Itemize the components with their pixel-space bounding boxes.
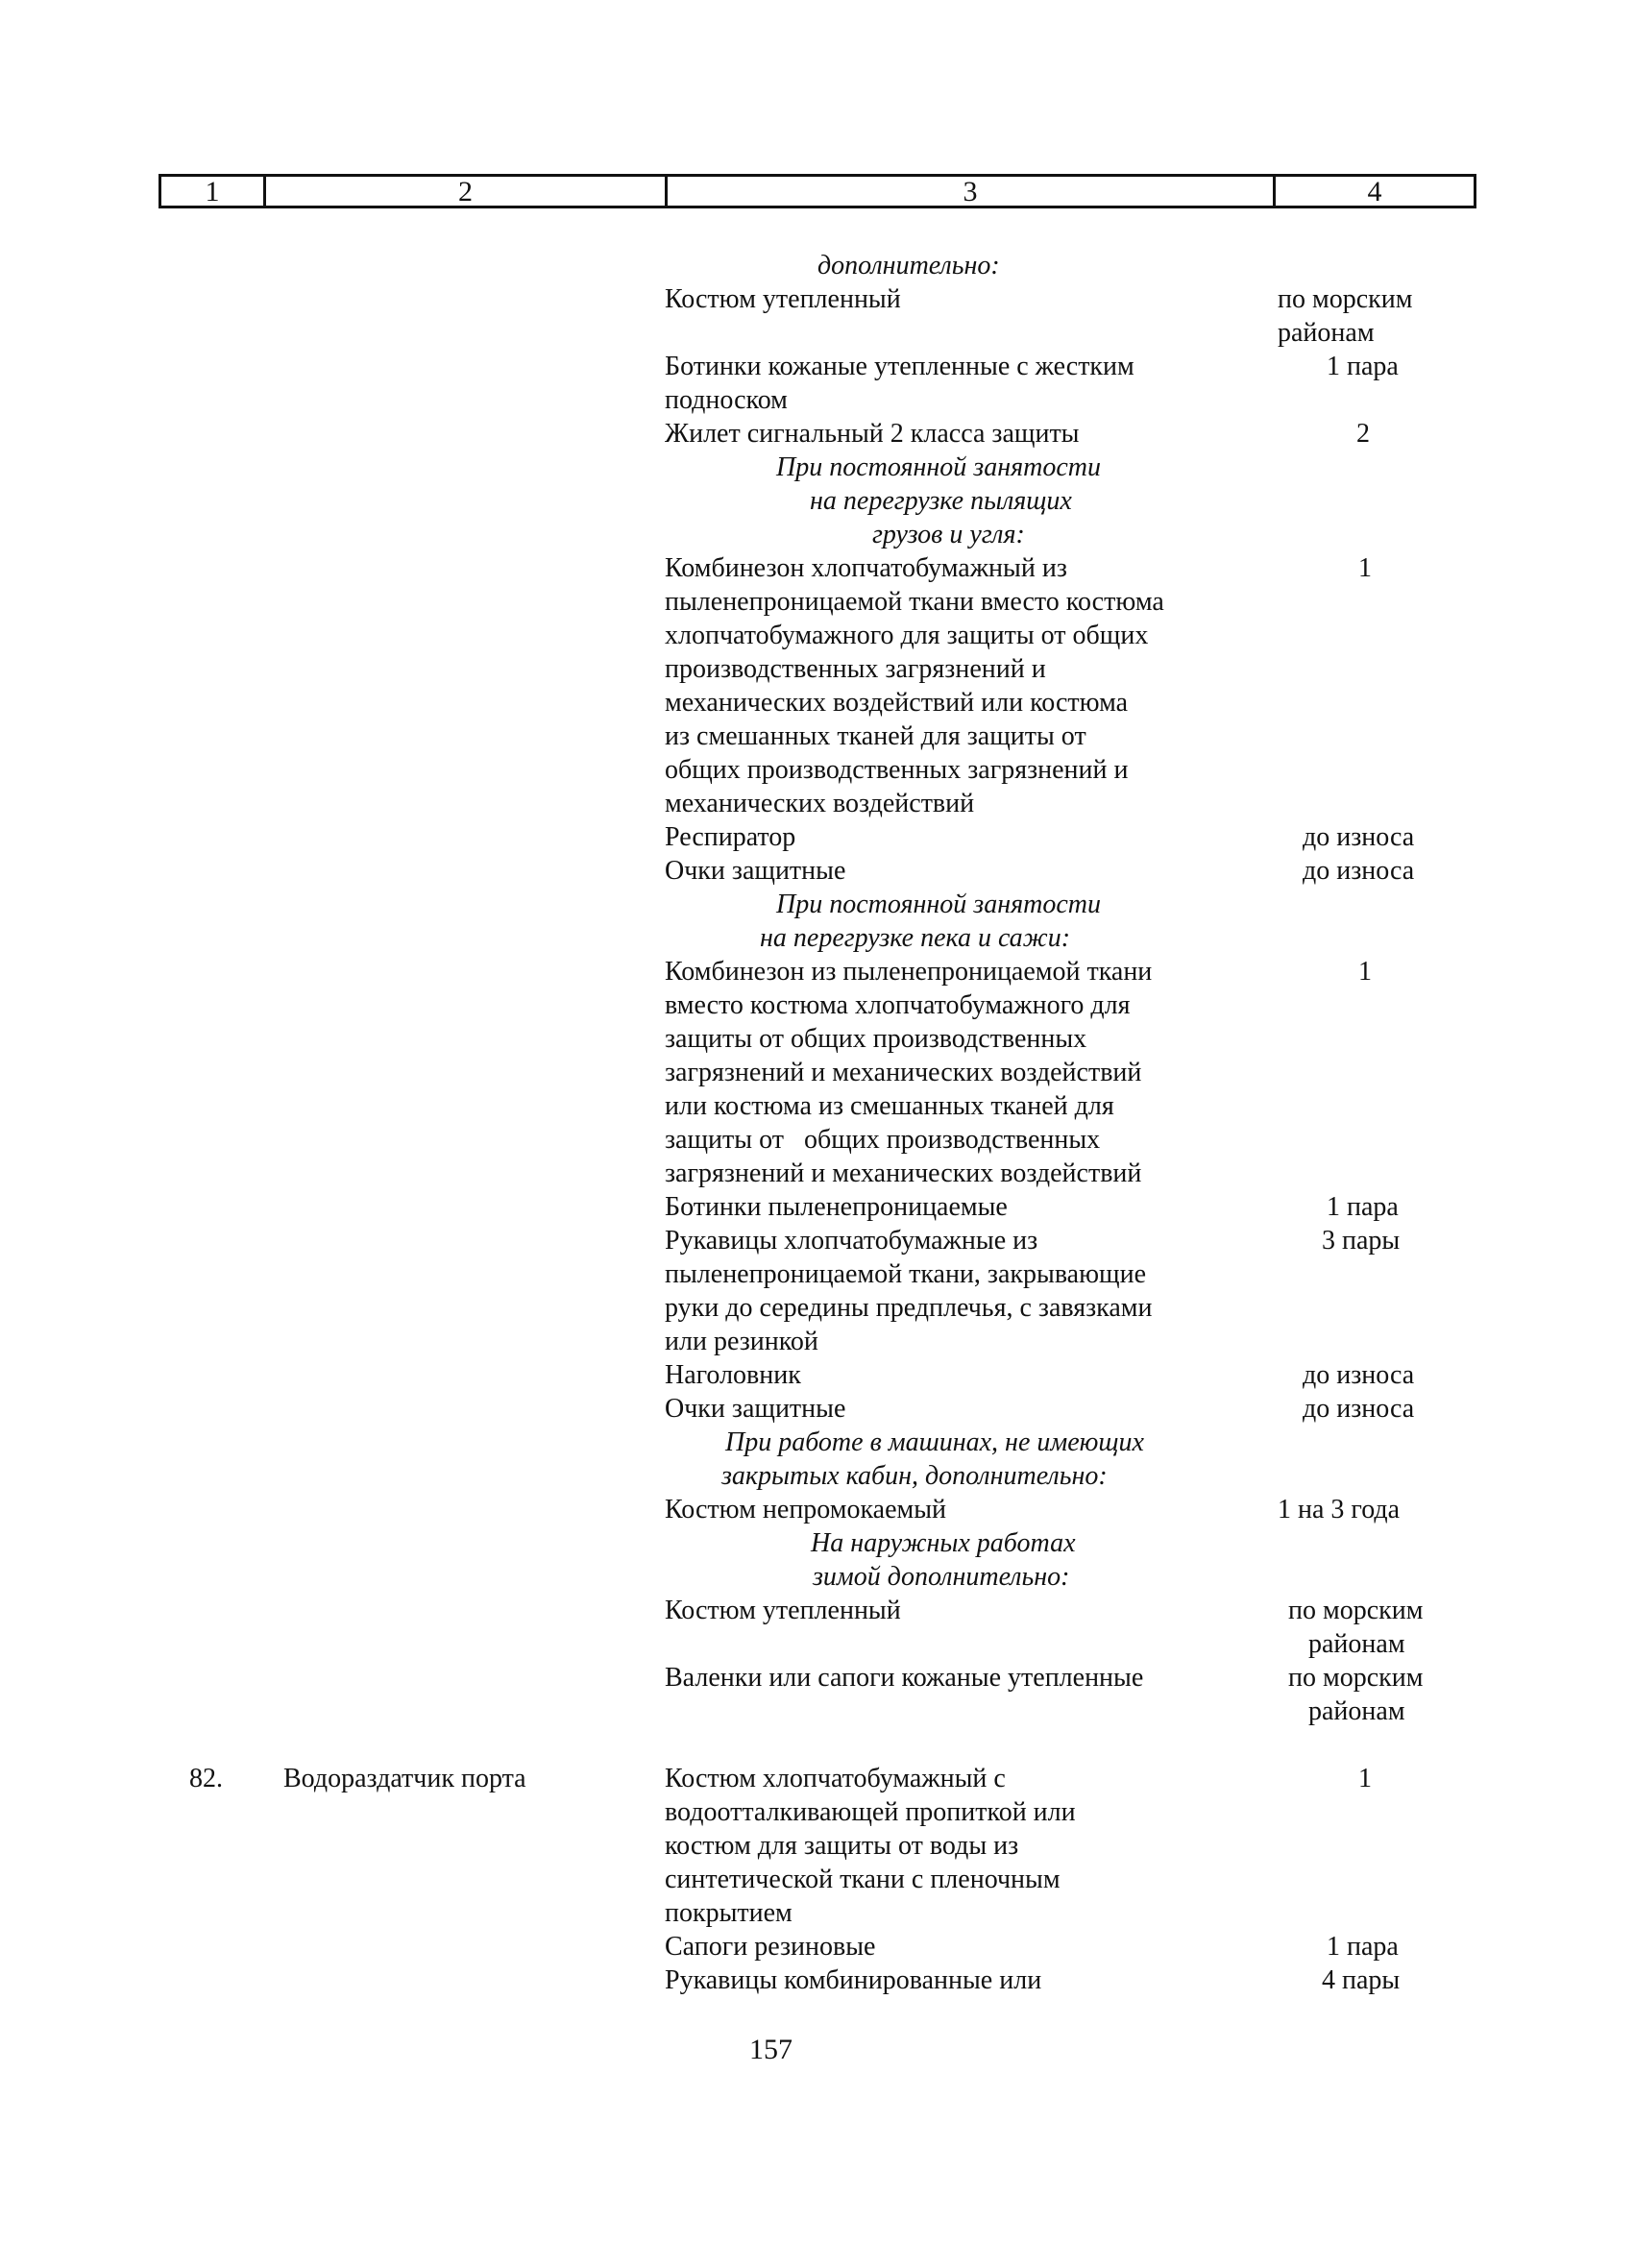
- subheading: закрытых кабин, дополнительно:: [721, 1461, 1108, 1491]
- item-line: Рукавицы комбинированные или: [665, 1965, 1042, 1995]
- item-line: водоотталкивающей пропиткой или: [665, 1797, 1076, 1827]
- item-line: вместо костюма хлопчатобумажного для: [665, 990, 1131, 1020]
- norm-value: до износа: [1303, 1360, 1415, 1390]
- norm-value: по морским: [1288, 1596, 1424, 1625]
- item-line: пыленепроницаемой ткани вместо костюма: [665, 587, 1164, 617]
- item-line: Комбинезон хлопчатобумажный из: [665, 553, 1067, 583]
- header-cell-2: [263, 174, 668, 208]
- item-line: механических воздействий или костюма: [665, 688, 1129, 718]
- item-line: пыленепроницаемой ткани, закрывающие: [665, 1259, 1146, 1289]
- item-line: Сапоги резиновые: [665, 1932, 876, 1962]
- item-line: Костюм непромокаемый: [665, 1495, 947, 1524]
- item-line: загрязнений и механических воздействий: [665, 1158, 1142, 1188]
- item-line: Валенки или сапоги кожаные утепленные: [665, 1663, 1144, 1693]
- norm-value: районам: [1278, 318, 1375, 348]
- item-line: Наголовник: [665, 1360, 801, 1390]
- header-cell-1: [159, 174, 266, 208]
- item-line: костюм для защиты от воды из: [665, 1831, 1019, 1861]
- item-line: Комбинезон из пыленепроницаемой ткани: [665, 957, 1153, 987]
- norm-value: 3 пары: [1322, 1226, 1401, 1256]
- norm-value: районам: [1308, 1629, 1405, 1659]
- subheading: При работе в машинах, не имеющих: [725, 1427, 1144, 1457]
- subheading: на перегрузке пека и сажи:: [760, 923, 1071, 953]
- item-line: Рукавицы хлопчатобумажные из: [665, 1226, 1038, 1256]
- page-number: 157: [749, 2034, 793, 2065]
- item-line: Костюм утепленный: [665, 1596, 901, 1625]
- item-line: загрязнений и механических воздействий: [665, 1058, 1142, 1087]
- item-line: Костюм утепленный: [665, 284, 901, 314]
- item-line: синтетической ткани с пленочным: [665, 1865, 1061, 1894]
- norm-value: по морским: [1278, 284, 1413, 314]
- norm-value: районам: [1308, 1696, 1405, 1726]
- norm-value: 1 пара: [1327, 1192, 1399, 1222]
- subheading: дополнительно:: [817, 251, 1000, 280]
- item-line: общих производственных загрязнений и: [665, 755, 1129, 785]
- item-line: Костюм хлопчатобумажный с: [665, 1764, 1006, 1793]
- item-line: хлопчатобумажного для защиты от общих: [665, 621, 1149, 650]
- subheading: зимой дополнительно:: [813, 1562, 1070, 1592]
- item-line: производственных загрязнений и: [665, 654, 1046, 684]
- norm-value: 1: [1358, 553, 1372, 583]
- norm-value: 4 пары: [1322, 1965, 1401, 1995]
- item-line: механических воздействий: [665, 789, 975, 818]
- item-line: Очки защитные: [665, 1394, 846, 1424]
- norm-value: по морским: [1288, 1663, 1424, 1693]
- norm-value: до износа: [1303, 822, 1415, 852]
- norm-value: 2: [1356, 419, 1370, 449]
- row-number: 82.: [189, 1764, 223, 1793]
- header-cell-3: [665, 174, 1276, 208]
- norm-value: 1: [1358, 957, 1372, 987]
- item-line: из смешанных тканей для защиты от: [665, 721, 1086, 751]
- header-label-3: 3: [963, 176, 978, 207]
- norm-value: до износа: [1303, 1394, 1415, 1424]
- header-label-2: 2: [458, 176, 473, 207]
- item-line: подноском: [665, 385, 788, 415]
- header-label-1: 1: [205, 176, 220, 207]
- item-line: Ботинки пыленепроницаемые: [665, 1192, 1008, 1222]
- item-line: или резинкой: [665, 1327, 818, 1356]
- item-line: Ботинки кожаные утепленные с жестким: [665, 352, 1134, 381]
- subheading: При постоянной занятости: [776, 452, 1101, 482]
- norm-value: 1 пара: [1327, 1932, 1399, 1962]
- norm-value: 1 на 3 года: [1278, 1495, 1401, 1524]
- header-cell-4: [1273, 174, 1476, 208]
- subheading: При постоянной занятости: [776, 890, 1101, 919]
- item-line: Респиратор: [665, 822, 796, 852]
- item-line: или костюма из смешанных тканей для: [665, 1091, 1114, 1121]
- profession-name: Водораздатчик порта: [283, 1764, 526, 1793]
- norm-value: до износа: [1303, 856, 1415, 886]
- item-line: Очки защитные: [665, 856, 846, 886]
- item-line: защиты от общих производственных: [665, 1024, 1087, 1054]
- item-line: Жилет сигнальный 2 класса защиты: [665, 419, 1080, 449]
- norm-value: 1 пара: [1327, 352, 1399, 381]
- header-label-4: 4: [1367, 176, 1382, 207]
- item-line: руки до середины предплечья, с завязками: [665, 1293, 1153, 1323]
- subheading: на перегрузке пылящих: [810, 486, 1072, 516]
- item-line: защиты от общих производственных: [665, 1125, 1101, 1155]
- subheading: грузов и угля:: [872, 520, 1025, 549]
- item-line: покрытием: [665, 1898, 793, 1928]
- norm-value: 1: [1358, 1764, 1372, 1793]
- subheading: На наружных работах: [811, 1528, 1076, 1558]
